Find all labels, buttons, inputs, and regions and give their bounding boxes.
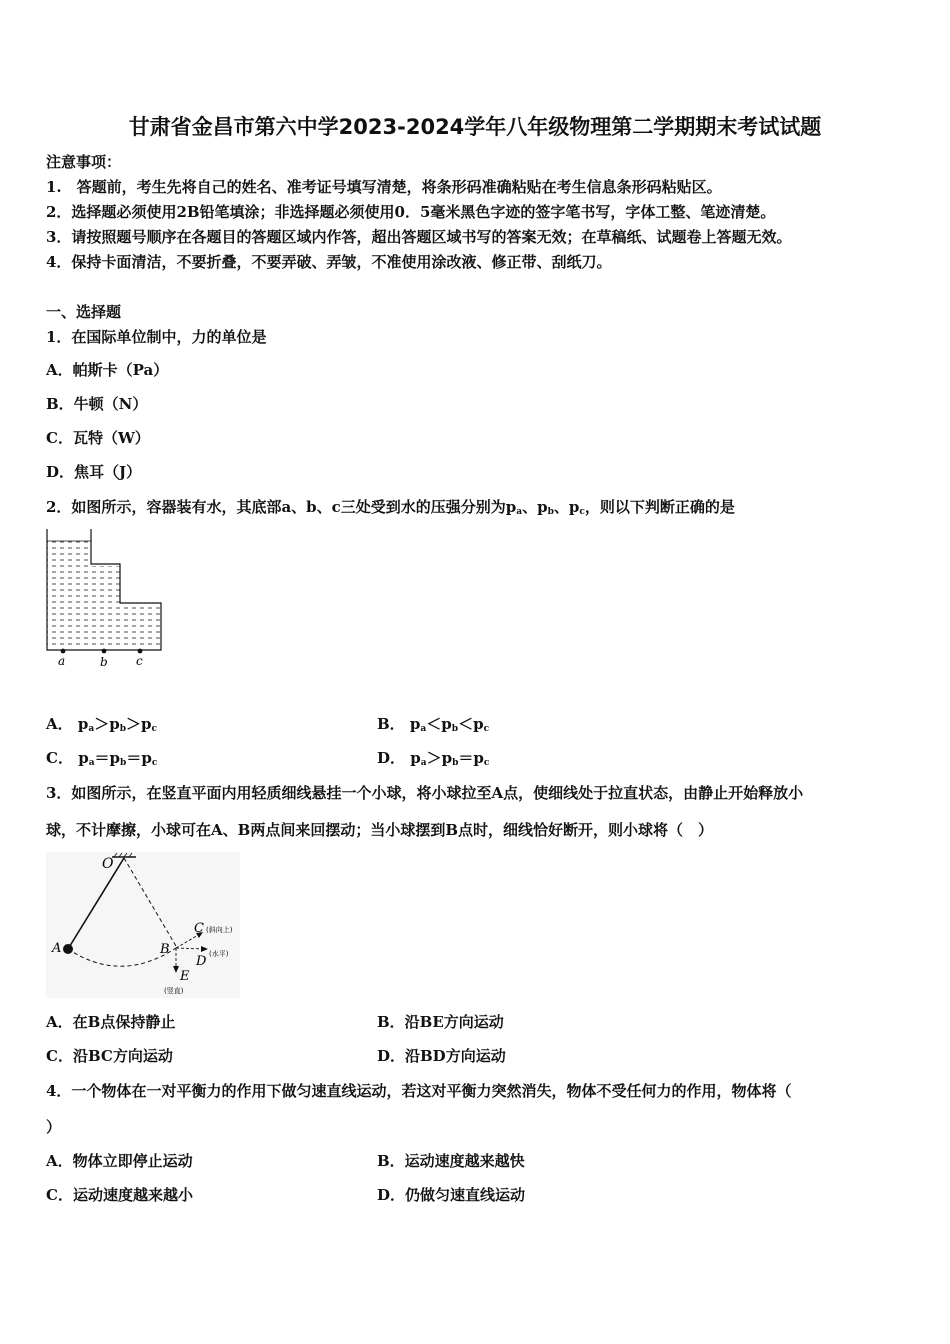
option-letter: A．: [46, 715, 73, 733]
q3-option-b: B．沿BE方向运动: [377, 1013, 504, 1031]
question-2-stem: [46, 497, 735, 522]
q1-option-c: C．瓦特（W）: [46, 429, 150, 447]
p-symbol: p: [409, 715, 421, 733]
q1-option-b: B．牛顿（N）: [46, 395, 148, 413]
point-c-marker: [138, 649, 143, 654]
subscript: c: [579, 507, 585, 517]
relation: ＞: [94, 715, 110, 733]
question-3-stem-line2: 球，不计摩擦，小球可在A、B两点间来回摆动；当小球摆到B点时，细线恰好断开，则小球将（ ）: [46, 821, 713, 839]
label-d-note: (水平): [209, 950, 229, 958]
label-e: E: [180, 969, 190, 984]
notice-item: 2．选择题必须使用2B铅笔填涂；非选择题必须使用0．5毫米黑色字迹的签字笔书写，字体工整、笔迹清楚。: [46, 203, 776, 221]
notice-item: 1. 答题前，考生先将自己的姓名、准考证号填写清楚，将条形码准确粘贴在考生信息条形码粘贴区。: [46, 178, 722, 196]
label-c: C: [194, 921, 204, 936]
fig-label-c: c: [136, 654, 143, 668]
q2-stem-mid: 、p: [522, 498, 548, 516]
question-1-stem: 1．在国际单位制中，力的单位是: [46, 328, 267, 346]
question-3-stem-line1: 3．如图所示，在竖直平面内用轻质细线悬挂一个小球，将小球拉至A点，使细线处于拉直状态，由静止开始释放小: [46, 784, 804, 802]
subscript: c: [483, 758, 490, 768]
point-b-marker: [102, 649, 107, 654]
q4-option-c: C．运动速度越来越小: [46, 1186, 193, 1204]
fig-label-a: a: [58, 654, 66, 668]
label-c-note: (斜向上): [206, 926, 233, 934]
relation: ＜: [458, 715, 474, 733]
q2-option-d: [377, 748, 489, 773]
relation: ＞: [426, 749, 442, 767]
pendulum-figure: [46, 852, 240, 998]
subscript: c: [151, 724, 158, 734]
q2-stem-prefix: 2．如图所示，容器装有水，其底部a、b、c三处受到水的压强分别为p: [46, 498, 517, 516]
subscript: b: [451, 724, 459, 734]
option-letter: B．: [377, 715, 405, 733]
q1-option-a: A．帕斯卡（Pa）: [46, 361, 169, 379]
p-symbol: p: [473, 749, 484, 767]
relation: ＝: [126, 749, 142, 767]
subscript: a: [420, 724, 427, 734]
question-4-stem-line1: 4．一个物体在一对平衡力的作用下做匀速直线运动，若这对平衡力突然消失，物体不受任何力的作用，物体将（: [46, 1082, 792, 1100]
p-symbol: p: [441, 715, 452, 733]
relation: ＝: [94, 749, 110, 767]
q2-option-b: [377, 714, 489, 739]
subscript: b: [119, 724, 127, 734]
label-d: D: [196, 954, 207, 969]
option-letter: C．: [46, 749, 73, 767]
label-b: B: [160, 942, 170, 957]
q1-option-d: D．焦耳（J）: [46, 463, 142, 481]
p-symbol: p: [473, 715, 484, 733]
question-4-stem-line2: ）: [46, 1118, 62, 1136]
option-letter: D．: [377, 749, 406, 767]
q2-option-a: [46, 714, 157, 739]
subscript: a: [420, 758, 427, 768]
notice-item: 4．保持卡面清洁，不要折叠，不要弄破、弄皱，不准使用涂改液、修正带、刮纸刀。: [46, 253, 612, 271]
q3-option-c: C．沿BC方向运动: [46, 1047, 173, 1065]
relation: ＞: [126, 715, 142, 733]
p-symbol: p: [141, 715, 152, 733]
point-a-marker: [61, 649, 66, 654]
subscript: b: [120, 758, 127, 768]
subscript: a: [516, 507, 523, 517]
label-e-note: (竖直): [164, 987, 184, 995]
q2-option-c: [46, 748, 157, 773]
subscript: a: [88, 724, 95, 734]
page-title: 甘肃省金昌市第六中学2023-2024学年八年级物理第二学期期末考试试题: [128, 115, 822, 139]
relation: ＜: [426, 715, 442, 733]
label-o: O: [102, 856, 114, 872]
q4-option-d: D．仍做匀速直线运动: [377, 1186, 526, 1204]
water-container-figure: [44, 527, 166, 671]
p-symbol: p: [77, 715, 89, 733]
p-symbol: p: [109, 749, 121, 767]
relation: ＝: [458, 749, 474, 767]
notice-item: 3．请按照题号顺序在各题目的答题区域内作答，超出答题区域书写的答案无效；在草稿纸、试题卷上答题无效。: [46, 228, 792, 246]
p-symbol: p: [78, 749, 89, 767]
q4-option-a: A．物体立即停止运动: [46, 1152, 193, 1170]
section-heading: 一、选择题: [46, 303, 122, 321]
q3-option-a: A．在B点保持静止: [46, 1013, 176, 1031]
subscript: b: [547, 507, 554, 517]
ball-at-a: [63, 944, 73, 954]
p-symbol: p: [410, 749, 421, 767]
subscript: c: [151, 758, 158, 768]
subscript: c: [483, 724, 490, 734]
q2-stem-suffix: ，则以下判断正确的是: [584, 498, 735, 516]
p-symbol: p: [441, 749, 453, 767]
label-a: A: [52, 941, 62, 956]
q4-option-b: B．运动速度越来越快: [377, 1152, 525, 1170]
p-symbol: p: [109, 715, 120, 733]
subscript: a: [88, 758, 95, 768]
subscript: b: [452, 758, 459, 768]
p-symbol: p: [141, 749, 152, 767]
fig-label-b: b: [100, 655, 108, 669]
notice-heading: 注意事项：: [46, 153, 122, 171]
q3-option-d: D．沿BD方向运动: [377, 1047, 506, 1065]
q2-stem-mid: 、p: [553, 498, 580, 516]
